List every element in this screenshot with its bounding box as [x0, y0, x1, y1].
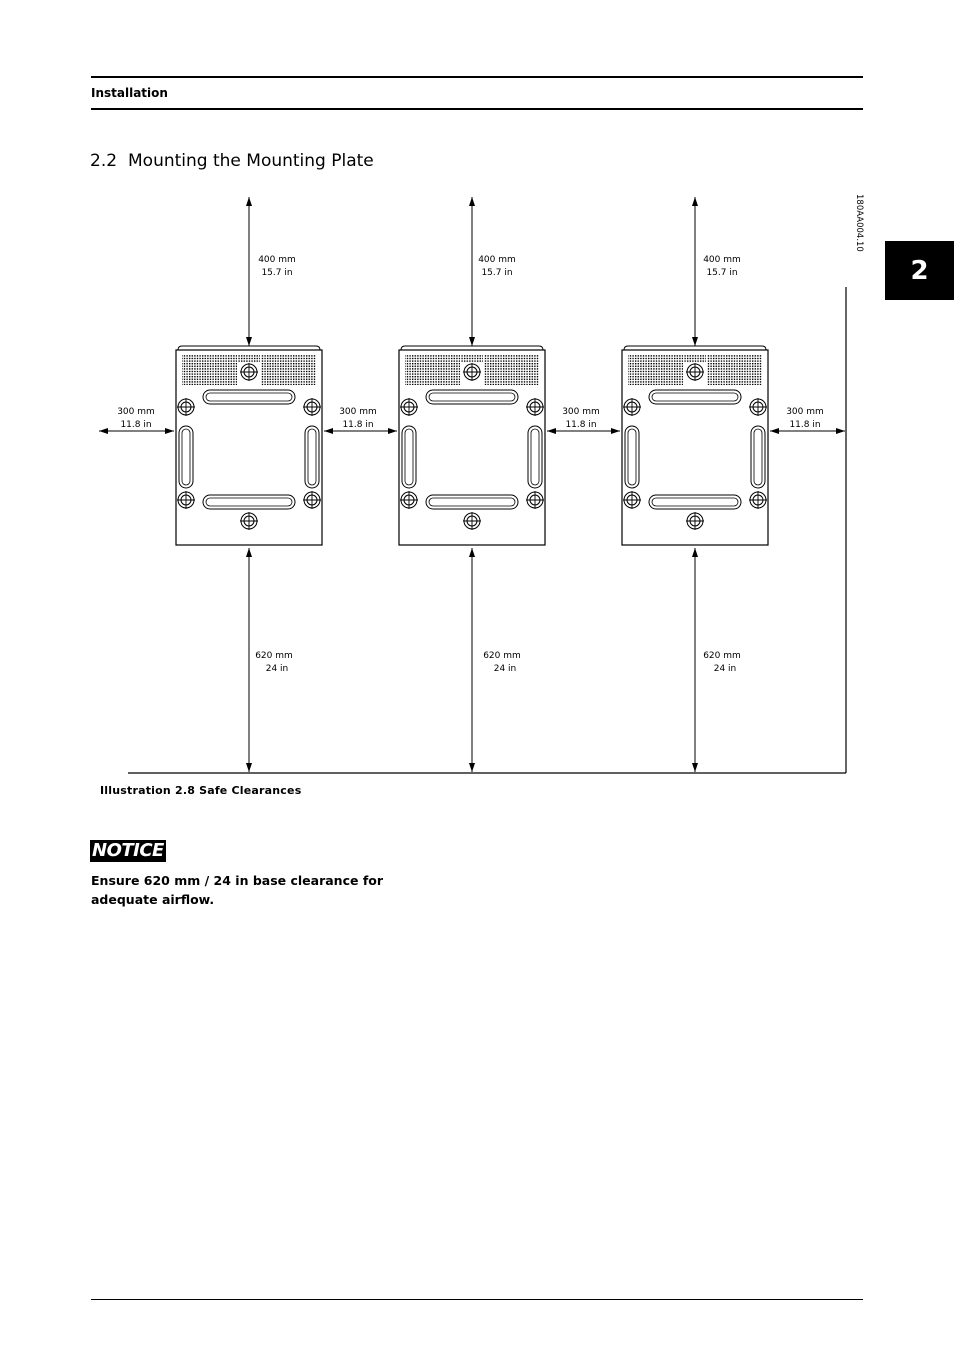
running-header: Installation: [91, 86, 168, 100]
side-clearance-mm-4: 300 mm: [786, 407, 824, 417]
mounting-plate-1: [176, 346, 322, 545]
top-clearance-in-2: 15.7 in: [481, 268, 513, 278]
top-clearance-mm-3: 400 mm: [703, 255, 741, 265]
side-clearance-in-2: 11.8 in: [342, 420, 374, 430]
bottom-clearance-in-2: 24 in: [493, 664, 517, 674]
section-number: 2.2: [90, 151, 118, 171]
bottom-clearance-in-3: 24 in: [713, 664, 737, 674]
bottom-clearance-in-1: 24 in: [265, 664, 289, 674]
mounting-plate-2: [399, 346, 545, 545]
bottom-clearance-mm-1: 620 mm: [255, 651, 293, 661]
side-clearance-in-3: 11.8 in: [565, 420, 597, 430]
top-clearance-in-1: 15.7 in: [261, 268, 293, 278]
notice-text: Ensure 620 mm / 24 in base clearance for adequate airflow.: [91, 873, 384, 907]
footer-rule: [91, 1299, 863, 1300]
mounting-plate-3: [622, 346, 768, 545]
side-clearance-in-4: 11.8 in: [789, 420, 821, 430]
bottom-clearance-mm-2: 620 mm: [483, 651, 521, 661]
top-clearance-mm-1: 400 mm: [258, 255, 296, 265]
side-clearance-mm-1: 300 mm: [117, 407, 155, 417]
figure-caption: Illustration 2.8 Safe Clearances: [100, 784, 302, 797]
top-clearance-mm-2: 400 mm: [478, 255, 516, 265]
side-clearance-mm-2: 300 mm: [339, 407, 377, 417]
section-title: Mounting the Mounting Plate: [128, 151, 374, 171]
figure-code: 180AA004.10: [854, 194, 864, 252]
chapter-tab: 2: [885, 241, 954, 300]
side-clearance-mm-3: 300 mm: [562, 407, 600, 417]
bottom-clearance-mm-3: 620 mm: [703, 651, 741, 661]
notice-label: NOTICE: [92, 840, 164, 861]
side-clearance-in-1: 11.8 in: [120, 420, 152, 430]
top-clearance-in-3: 15.7 in: [706, 268, 738, 278]
